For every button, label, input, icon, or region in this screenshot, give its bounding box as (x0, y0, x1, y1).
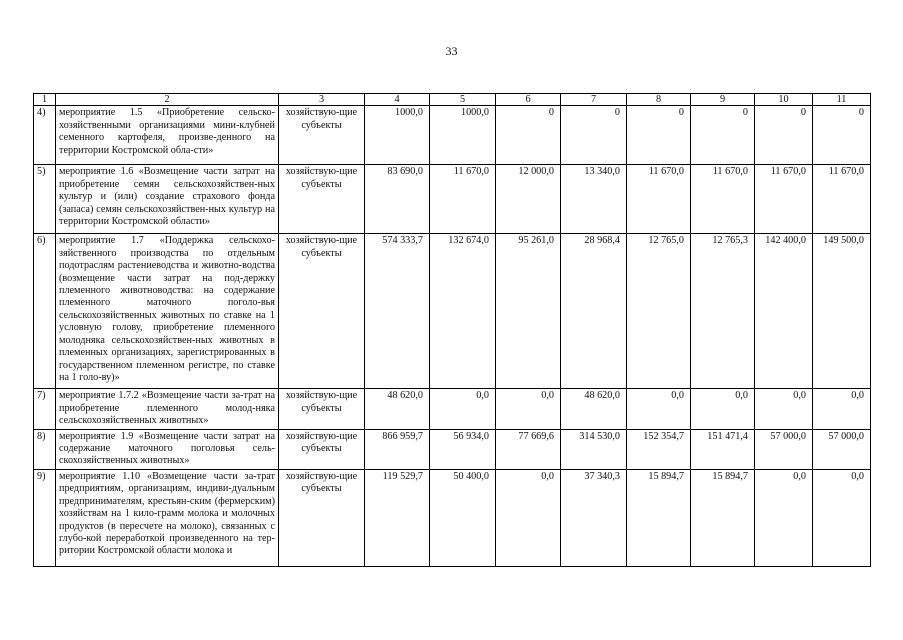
column-header: 8 (627, 94, 691, 106)
value-cell: 0,0 (755, 389, 813, 429)
value-cell: 13 340,0 (561, 165, 627, 234)
value-cell: 0,0 (691, 389, 755, 429)
activity-description: мероприятие 1.9 «Возмещение части затрат на содержание маточного поголовья сель-скохозяйственных животных» (56, 429, 279, 469)
budget-table (33, 93, 871, 567)
value-cell: 152 354,7 (627, 429, 691, 469)
value-cell: 56 934,0 (430, 429, 496, 469)
value-cell: 0 (691, 106, 755, 165)
column-header: 2 (56, 94, 279, 106)
value-cell: 0 (561, 106, 627, 165)
table-row (34, 429, 871, 469)
row-number: 4) (34, 106, 56, 165)
column-header: 10 (755, 94, 813, 106)
table-row (34, 165, 871, 234)
activity-description: мероприятие 1.10 «Возмещение части за-трат предприятиям, организациям, индиви-дуальным предпринимателям, крестьян-ским (фермерским) хозяйствам на 1 кило-грамм молока и молочных продуктов (в пересчете на молоко), связанных с глубо-кой переработкой произведенного на тер-ритории Костромской области молока и (56, 469, 279, 566)
column-header: 11 (813, 94, 871, 106)
row-number: 5) (34, 165, 56, 234)
value-cell: 866 959,7 (365, 429, 430, 469)
activity-description: мероприятие 1.7 «Поддержка сельскохо-зяйственного производства по отдельным подотраслям растениеводства и животно-водства (возмещение части затрат на под-держку племенного животноводства: на содержание племенного маточного поголо-вья сельскохозяйственных животных по ставке на 1 условную голову, приобретение племенного молодняка сельскохозяйствен-ных животных в племенных организациях, зарегистрированных в государственном племенном регистре, по ставке на 1 голо-ву)» (56, 234, 279, 389)
activity-description: мероприятие 1.6 «Возмещение части затрат на приобретение семян сельскохозяйствен-ных культур и (или) создание страхового фонда (запаса) семян сельскохозяйствен-ных культур на территории Костромской области» (56, 165, 279, 234)
value-cell: 151 471,4 (691, 429, 755, 469)
value-cell: 15 894,7 (691, 469, 755, 566)
row-number: 7) (34, 389, 56, 429)
column-header: 9 (691, 94, 755, 106)
page-number: 33 (445, 44, 458, 58)
executor: хозяйствую-щие субъекты (279, 234, 365, 389)
value-cell: 0 (755, 106, 813, 165)
table-row (34, 469, 871, 566)
value-cell: 48 620,0 (561, 389, 627, 429)
value-cell: 119 529,7 (365, 469, 430, 566)
value-cell: 15 894,7 (627, 469, 691, 566)
value-cell: 0,0 (627, 389, 691, 429)
value-cell: 57 000,0 (813, 429, 871, 469)
value-cell: 37 340,3 (561, 469, 627, 566)
row-number: 9) (34, 469, 56, 566)
row-number: 8) (34, 429, 56, 469)
value-cell: 11 670,0 (813, 165, 871, 234)
executor: хозяйствую-щие субъекты (279, 429, 365, 469)
activity-description: мероприятие 1.5 «Приобретение сельско-хозяйственными организациями мини-клубней семенного картофеля, произве-денного на территории Костромской обла-сти» (56, 106, 279, 165)
value-cell: 95 261,0 (496, 234, 561, 389)
value-cell: 0,0 (755, 469, 813, 566)
value-cell: 11 670,0 (627, 165, 691, 234)
value-cell: 0 (813, 106, 871, 165)
value-cell: 11 670,0 (691, 165, 755, 234)
activity-description: мероприятие 1.7.2 «Возмещение части за-трат на приобретение племенного молод-няка сельскохозяйственных животных» (56, 389, 279, 429)
value-cell: 50 400,0 (430, 469, 496, 566)
executor: хозяйствую-щие субъекты (279, 106, 365, 165)
column-header: 1 (34, 94, 56, 106)
value-cell: 0,0 (496, 389, 561, 429)
value-cell: 0 (496, 106, 561, 165)
column-header: 7 (561, 94, 627, 106)
value-cell: 0,0 (430, 389, 496, 429)
executor: хозяйствую-щие субъекты (279, 389, 365, 429)
value-cell: 12 765,3 (691, 234, 755, 389)
value-cell: 83 690,0 (365, 165, 430, 234)
value-cell: 1000,0 (430, 106, 496, 165)
value-cell: 574 333,7 (365, 234, 430, 389)
column-header: 3 (279, 94, 365, 106)
table-header-row (34, 94, 871, 106)
value-cell: 0,0 (813, 469, 871, 566)
table-row (34, 106, 871, 165)
value-cell: 48 620,0 (365, 389, 430, 429)
table-row (34, 234, 871, 389)
value-cell: 0,0 (496, 469, 561, 566)
value-cell: 11 670,0 (755, 165, 813, 234)
column-header: 5 (430, 94, 496, 106)
value-cell: 0,0 (813, 389, 871, 429)
column-header: 6 (496, 94, 561, 106)
value-cell: 11 670,0 (430, 165, 496, 234)
executor: хозяйствую-щие субъекты (279, 469, 365, 566)
value-cell: 28 968,4 (561, 234, 627, 389)
value-cell: 132 674,0 (430, 234, 496, 389)
table-row (34, 389, 871, 429)
row-number: 6) (34, 234, 56, 389)
value-cell: 12 765,0 (627, 234, 691, 389)
value-cell: 1000,0 (365, 106, 430, 165)
value-cell: 0 (627, 106, 691, 165)
value-cell: 77 669,6 (496, 429, 561, 469)
column-header: 4 (365, 94, 430, 106)
value-cell: 314 530,0 (561, 429, 627, 469)
value-cell: 57 000,0 (755, 429, 813, 469)
executor: хозяйствую-щие субъекты (279, 165, 365, 234)
value-cell: 149 500,0 (813, 234, 871, 389)
value-cell: 12 000,0 (496, 165, 561, 234)
value-cell: 142 400,0 (755, 234, 813, 389)
